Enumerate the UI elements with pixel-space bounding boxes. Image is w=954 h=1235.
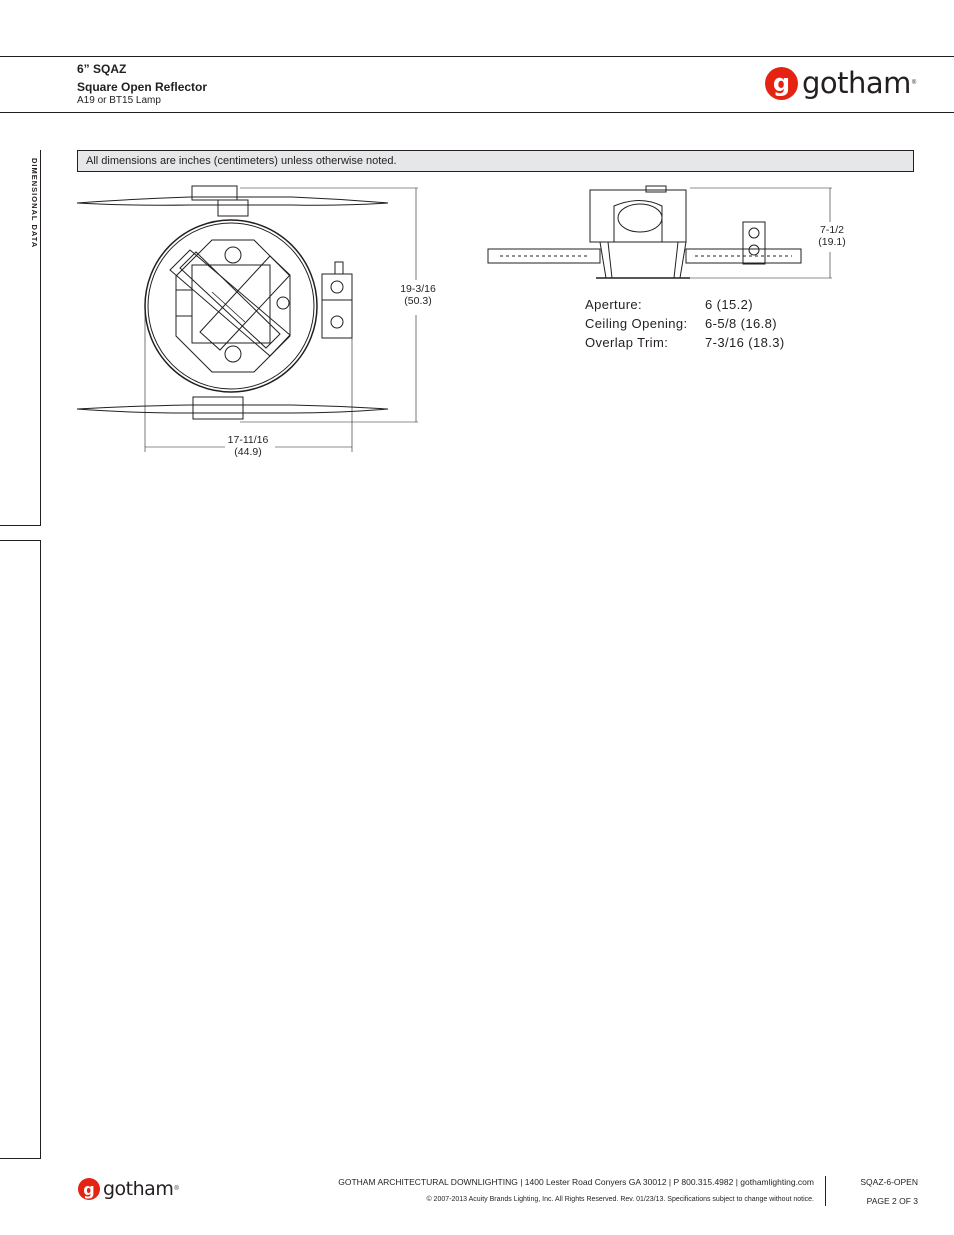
- side-height-dimension: [810, 224, 854, 248]
- footer-doc-code: SQAZ-6-OPEN: [860, 1177, 918, 1187]
- gotham-logo-mark-icon: g: [765, 67, 798, 100]
- footer-divider: [825, 1176, 826, 1206]
- top-height-in: 19-3/16: [400, 283, 436, 295]
- spec-label: Aperture:: [585, 297, 643, 312]
- spec-value: 6 (15.2): [705, 297, 754, 312]
- logo-wordmark: gotham: [802, 66, 911, 100]
- top-width-in: 17-11/16: [227, 434, 269, 446]
- spec-value: 6-5/8 (16.8): [705, 316, 778, 331]
- gotham-logo-mark-icon: g: [78, 1178, 100, 1200]
- footer-registered-mark: ®: [174, 1186, 179, 1192]
- spec-row-aperture: [585, 297, 754, 313]
- side-height-in: 7-1/2: [820, 224, 844, 236]
- spec-row-overlap-trim: [585, 335, 785, 351]
- side-reflector: [596, 242, 690, 278]
- top-width-cm: (44.9): [234, 446, 262, 458]
- footer-copyright: © 2007-2013 Acuity Brands Lighting, Inc. All Rights Reserved. Rev. 01/23/13. Specifications subject to change without notice.: [426, 1196, 814, 1203]
- footer-page-number: PAGE 2 OF 3: [866, 1196, 918, 1206]
- side-junction-box: [743, 222, 765, 264]
- registered-mark: ®: [911, 80, 917, 86]
- side-height-cm: (19.1): [818, 236, 846, 248]
- spec-label: Overlap Trim:: [585, 335, 669, 350]
- units-notice: All dimensions are inches (centimeters) unless otherwise noted.: [77, 150, 914, 172]
- spec-value: 7-3/16 (18.3): [705, 335, 785, 350]
- footer-company-line: GOTHAM ARCHITECTURAL DOWNLIGHTING | 1400 Lester Road Conyers GA 30012 | P 800.315.4982 | gothamlighting.com: [338, 1177, 814, 1187]
- footer-logo-wordmark: gotham: [103, 1178, 174, 1200]
- spec-label: Ceiling Opening:: [585, 316, 688, 331]
- sidebar-section-label: DIMENSIONAL DATA: [30, 158, 39, 249]
- top-height-cm: (50.3): [404, 295, 432, 307]
- spec-row-ceiling-opening: [585, 316, 778, 332]
- side-bar-hangers: [488, 249, 801, 263]
- lamp-type: A19 or BT15 Lamp: [77, 95, 161, 106]
- side-housing: [590, 186, 686, 242]
- product-name: Square Open Reflector: [77, 80, 208, 94]
- product-size: 6” SQAZ: [77, 62, 127, 76]
- footer-logo: [78, 1178, 179, 1200]
